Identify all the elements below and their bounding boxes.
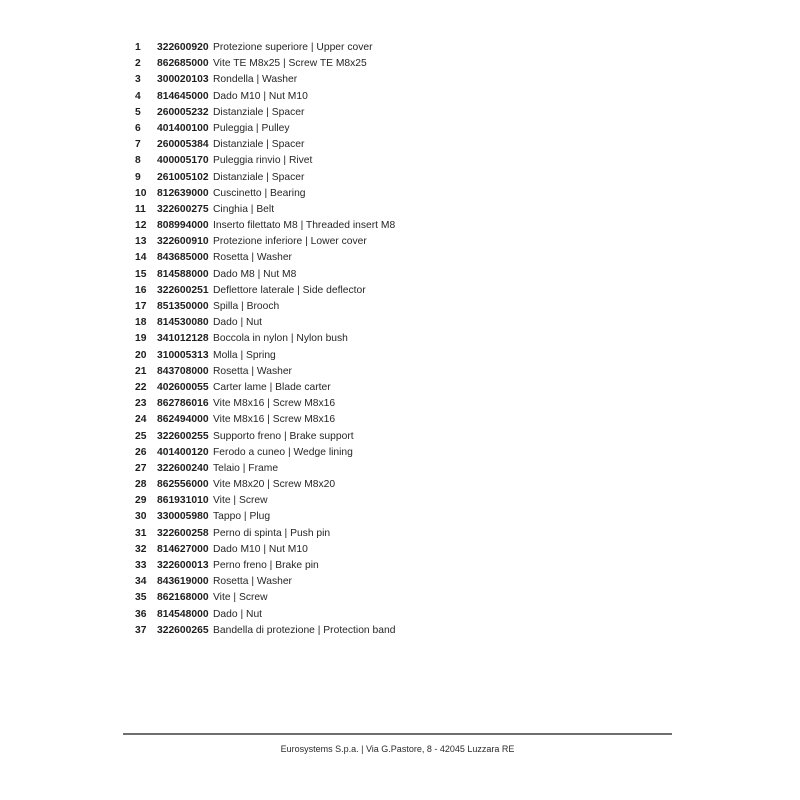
part-code: 322600251: [157, 284, 209, 296]
parts-list-row: [135, 153, 395, 169]
part-description: Puleggia | Pulley: [213, 122, 290, 134]
part-description: Ferodo a cuneo | Wedge lining: [213, 446, 353, 458]
part-description: Cuscinetto | Bearing: [213, 187, 306, 199]
parts-list-row: [135, 380, 395, 396]
part-item-number: 4: [135, 90, 141, 102]
part-item-number: 5: [135, 106, 141, 118]
part-item-number: 26: [135, 446, 147, 458]
part-item-number: 14: [135, 252, 147, 264]
parts-list-row: [135, 607, 395, 623]
part-code: 400005170: [157, 155, 209, 167]
part-code: 322600265: [157, 624, 209, 636]
parts-list-row: [135, 590, 395, 606]
parts-list-row: [135, 477, 395, 493]
parts-list-row: [135, 105, 395, 121]
parts-list-row: [135, 315, 395, 331]
part-description: Bandella di protezione | Protection band: [213, 624, 396, 636]
part-description: Protezione inferiore | Lower cover: [213, 236, 367, 248]
part-item-number: 21: [135, 365, 147, 377]
parts-list-row: [135, 283, 395, 299]
part-item-number: 18: [135, 317, 147, 329]
parts-list-row: [135, 445, 395, 461]
parts-list-row: [135, 509, 395, 525]
part-description: Dado M8 | Nut M8: [213, 268, 297, 280]
part-code: 862556000: [157, 479, 209, 491]
part-item-number: 30: [135, 511, 147, 523]
footer-divider: [123, 733, 672, 735]
part-item-number: 20: [135, 349, 147, 361]
part-item-number: 15: [135, 268, 147, 280]
part-description: Distanziale | Spacer: [213, 139, 305, 151]
part-code: 401400100: [157, 122, 209, 134]
part-description: Tappo | Plug: [213, 511, 271, 523]
part-code: 322600920: [157, 42, 209, 53]
part-code: 322600013: [157, 560, 209, 571]
part-item-number: 23: [135, 398, 147, 410]
part-description: Vite M8x16 | Screw M8x16: [213, 414, 336, 426]
parts-list-row: [135, 40, 395, 56]
part-item-number: 27: [135, 462, 147, 474]
part-code: 843708000: [157, 365, 209, 377]
part-item-number: 36: [135, 608, 147, 620]
part-description: Distanziale | Spacer: [213, 106, 305, 118]
parts-list-row: [135, 623, 395, 639]
part-item-number: 22: [135, 381, 147, 393]
parts-list-row: [135, 89, 395, 105]
part-description: Spilla | Brooch: [213, 301, 280, 312]
part-code: 402600055: [157, 381, 209, 393]
parts-list-row: [135, 299, 395, 315]
parts-list-row: [135, 331, 395, 347]
part-description: Dado M10 | Nut M10: [213, 90, 308, 102]
parts-list-row: [135, 170, 395, 186]
part-item-number: 8: [135, 155, 141, 167]
part-description: Dado M10 | Nut M10: [213, 543, 308, 555]
part-code: 322600910: [157, 236, 209, 248]
part-description: Dado | Nut: [213, 608, 263, 620]
part-item-number: 28: [135, 479, 147, 491]
parts-list-row: [135, 202, 395, 218]
part-description: Vite | Screw: [213, 592, 268, 604]
part-item-number: 12: [135, 220, 147, 232]
part-code: 260005384: [157, 139, 209, 151]
part-item-number: 6: [135, 122, 141, 134]
part-item-number: 9: [135, 171, 141, 183]
part-code: 310005313: [157, 349, 209, 361]
part-item-number: 3: [135, 74, 141, 86]
part-item-number: 19: [135, 333, 147, 345]
part-description: Puleggia rinvio | Rivet: [213, 155, 313, 167]
part-description: Inserto filettato M8 | Threaded insert M8: [213, 220, 396, 232]
part-code: 862168000: [157, 592, 209, 604]
parts-list-row: [135, 493, 395, 509]
parts-list-row: [135, 121, 395, 137]
parts-list-row: [135, 186, 395, 202]
part-description: Boccola in nylon | Nylon bush: [213, 333, 348, 345]
part-code: 322600275: [157, 203, 209, 215]
part-item-number: 11: [135, 203, 146, 215]
part-item-number: 37: [135, 624, 147, 636]
part-description: Rondella | Washer: [213, 74, 298, 86]
part-item-number: 2: [135, 58, 141, 70]
part-item-number: 31: [135, 527, 147, 539]
parts-list: [135, 40, 395, 639]
part-code: 322600255: [157, 430, 209, 442]
part-description: Perno di spinta | Push pin: [213, 527, 331, 539]
parts-list-row: [135, 72, 395, 88]
part-code: 330005980: [157, 511, 209, 523]
parts-list-row: [135, 234, 395, 250]
parts-list-row: [135, 542, 395, 558]
parts-list-row: [135, 137, 395, 153]
part-description: Rosetta | Washer: [213, 252, 292, 264]
parts-list-row: [135, 267, 395, 283]
part-code: 322600240: [157, 462, 209, 474]
part-code: 851350000: [157, 301, 209, 312]
part-code: 843685000: [157, 252, 209, 264]
part-code: 862685000: [157, 58, 209, 70]
parts-list-row: [135, 429, 395, 445]
part-code: 341012128: [157, 333, 209, 345]
part-code: 814588000: [157, 268, 209, 280]
parts-list-row: [135, 396, 395, 412]
part-item-number: 16: [135, 284, 147, 296]
part-item-number: 7: [135, 139, 141, 151]
parts-list-row: [135, 558, 395, 574]
part-item-number: 32: [135, 543, 147, 555]
part-code: 260005232: [157, 106, 209, 118]
part-code: 261005102: [157, 171, 209, 183]
part-description: Molla | Spring: [213, 349, 276, 361]
part-description: Vite | Screw: [213, 495, 268, 507]
part-code: 814627000: [157, 543, 209, 555]
part-description: Rosetta | Washer: [213, 576, 292, 588]
part-item-number: 33: [135, 560, 147, 571]
part-description: Dado | Nut: [213, 317, 263, 329]
parts-list-row: [135, 364, 395, 380]
footer-company-info: Eurosystems S.p.a. | Via G.Pastore, 8 - 42045 Luzzara RE: [280, 744, 515, 754]
part-code: 808994000: [157, 220, 209, 232]
parts-list-row: [135, 526, 395, 542]
part-item-number: 34: [135, 576, 147, 588]
part-code: 814645000: [157, 90, 209, 102]
part-description: Protezione superiore | Upper cover: [213, 42, 373, 53]
part-description: Supporto freno | Brake support: [213, 430, 354, 442]
part-description: Carter lame | Blade carter: [213, 381, 331, 393]
part-description: Vite M8x16 | Screw M8x16: [213, 398, 336, 410]
part-code: 862786016: [157, 398, 209, 410]
part-description: Cinghia | Belt: [213, 203, 275, 215]
parts-list-row: [135, 56, 395, 72]
part-description: Vite M8x20 | Screw M8x20: [213, 479, 336, 491]
parts-list-row: [135, 461, 395, 477]
part-description: Perno freno | Brake pin: [213, 560, 319, 571]
part-item-number: 10: [135, 187, 147, 199]
part-description: Deflettore laterale | Side deflector: [213, 284, 366, 296]
part-code: 862494000: [157, 414, 209, 426]
part-code: 812639000: [157, 187, 209, 199]
part-description: Telaio | Frame: [213, 462, 279, 474]
part-description: Rosetta | Washer: [213, 365, 292, 377]
part-code: 861931010: [157, 495, 209, 507]
parts-list-row: [135, 218, 395, 234]
part-item-number: 29: [135, 495, 147, 507]
part-code: 814530080: [157, 317, 209, 329]
parts-list-row: [135, 348, 395, 364]
part-item-number: 13: [135, 236, 147, 248]
part-code: 401400120: [157, 446, 209, 458]
part-item-number: 17: [135, 301, 147, 312]
part-code: 814548000: [157, 608, 209, 620]
part-description: Distanziale | Spacer: [213, 171, 305, 183]
part-description: Vite TE M8x25 | Screw TE M8x25: [213, 58, 367, 70]
parts-list-row: [135, 250, 395, 266]
part-code: 322600258: [157, 527, 209, 539]
part-item-number: 24: [135, 414, 147, 426]
parts-list-row: [135, 574, 395, 590]
part-code: 300020103: [157, 74, 209, 86]
part-item-number: 1: [135, 42, 141, 53]
part-code: 843619000: [157, 576, 209, 588]
part-item-number: 35: [135, 592, 147, 604]
part-item-number: 25: [135, 430, 147, 442]
parts-list-row: [135, 412, 395, 428]
